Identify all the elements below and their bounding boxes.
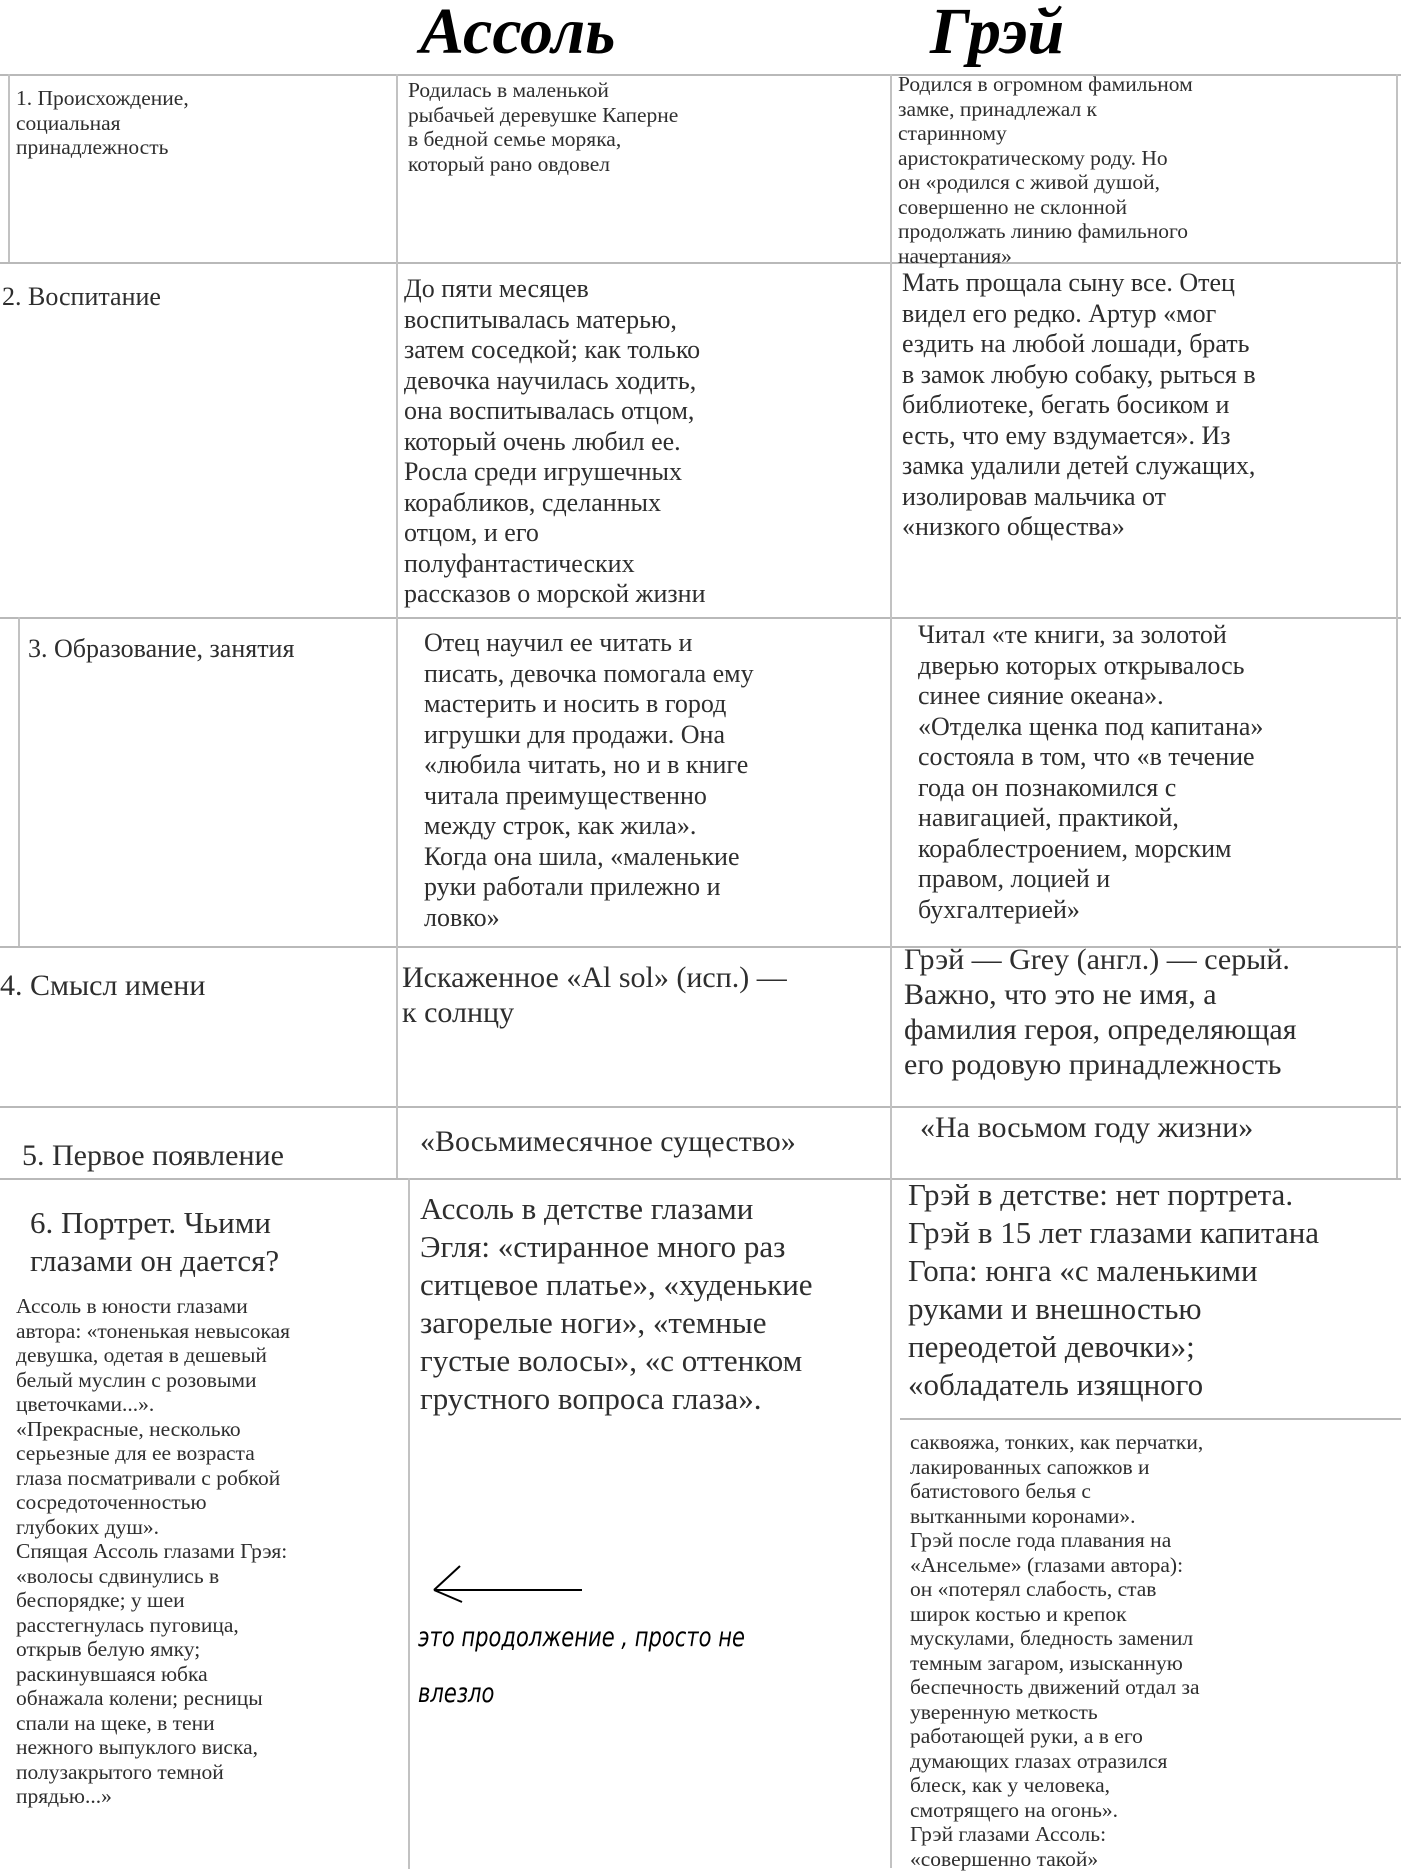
column-divider: [396, 74, 398, 1178]
row-6-topic-continuation: Ассоль в юности глазами автора: «тоненькая невысокая девушка, одетая в дешевый белый муслин с розовыми цветочками...». «Прекрасные, несколько серьезные для ее возраста глаза посматривали с робкой сосредоточенностью глубоких душ». Спящая Ассоль глазами Грэя: «волосы сдвинулись в беспорядке; у шеи расстегнулась пуговица, открыв белую ямку; раскинувшаяся юбка обнажала колени; ресницы спали на щеке, в тени нежного выпуклого виска, полузакрытого темной прядью...»: [16, 1294, 291, 1808]
row-divider: [0, 617, 1401, 619]
header-assol: Ассоль: [420, 0, 616, 68]
row-6-grey-continuation: саквояжа, тонких, как перчатки, лакированных сапожков и батистового белья с вытканными коронами». Грэй после года плавания на «Ансельме» (глазами автора): он «потерял слабость, став широк костью и крепок мускулами, бледность заменил темным загаром, изысканную беспечность движений отдал за уверенную меткость работающей руки, а в его думающих глазах отразился блеск, как у человека, смотрящего на огонь». Грэй глазами Ассоль: «совершенно такой»: [910, 1430, 1204, 1871]
row-2-topic: 2. Воспитание: [2, 282, 161, 311]
row-5-assol: «Восьмимесячное существо»: [420, 1125, 796, 1158]
column-divider: [18, 617, 20, 946]
row-2-grey: Мать прощала сыну все. Отец видел его редко. Артур «мог ездить на любой лошади, брать в замок любую собаку, рыться в библиотеке, бегать босиком и есть, что ему вздумается». Из замка удалили детей служащих, изолировав мальчика от «низкого общества»: [902, 268, 1256, 541]
row-2-assol: До пяти месяцев воспитывалась матерью, затем соседкой; как только девочка научилась ходить, она воспитывалась отцом, который очень любил ее. Росла среди игрушечных корабликов, сделанных отцом, и его полуфантастических рассказов о морской жизни: [404, 274, 706, 608]
row-5-topic: 5. Первое появление: [22, 1139, 284, 1172]
row-1-grey: Родился в огромном фамильном замке, принадлежал к старинному аристократическому роду. Но он «родился с живой душой, совершенно не склонной продолжать линию фамильного начертания»: [898, 72, 1193, 268]
row-1-assol: Родилась в маленькой рыбачьей деревушке Каперне в бедной семье моряка, который рано овдовел: [408, 78, 679, 176]
row-4-assol: Искаженное «Al sol» (исп.) — к солнцу: [402, 961, 787, 1029]
row-divider: [0, 1106, 1401, 1108]
row-6-grey: Грэй в детстве: нет портрета. Грэй в 15 лет глазами капитана Гопа: юнга «с маленькими руками и внешностью переодетой девочки»; «обладатель изящного: [908, 1177, 1320, 1402]
row-6-topic: 6. Портрет. Чьими глазами он дается?: [30, 1205, 280, 1278]
row-3-grey: Читал «те книги, за золотой дверью которых открывалось синее сияние океана». «Отделка щенка под капитана» состояла в том, что «в течение года он познакомился с навигацией, практикой, кораблестроением, морским правом, лоцией и бухгалтерией»: [918, 620, 1264, 924]
column-divider: [8, 74, 10, 262]
row-1-topic: 1. Происхождение, социальная принадлежность: [16, 86, 189, 159]
row-6-assol: Ассоль в детстве глазами Эгля: «стиранное много раз ситцевое платье», «худенькие загорелые ноги», «темные густые волосы», «с оттенком грустного вопроса глаза».: [420, 1191, 813, 1416]
row-3-topic: 3. Образование, занятия: [28, 634, 295, 663]
row-3-assol: Отец научил ее читать и писать, девочка помогала ему мастерить и носить в город игрушки для продажи. Она «любила читать, но и в книге читала преимущественно между строк, как жила». Когда она шила, «маленькие руки работали прилежно и ловко»: [424, 628, 754, 932]
handwritten-note: это продолжение , просто не влезло: [418, 1622, 745, 1709]
column-divider: [408, 1178, 410, 1869]
column-divider: [890, 74, 892, 1868]
row-4-topic: 4. Смысл имени: [0, 969, 206, 1002]
row-5-grey: «На восьмом году жизни»: [920, 1111, 1254, 1144]
row-4-grey: Грэй — Grey (англ.) — серый. Важно, что это не имя, а фамилия героя, определяющая его родовую принадлежность: [904, 943, 1297, 1081]
row-divider: [900, 1418, 1401, 1420]
arrow-left-icon: [432, 1560, 584, 1604]
header-grey: Грэй: [930, 0, 1065, 68]
